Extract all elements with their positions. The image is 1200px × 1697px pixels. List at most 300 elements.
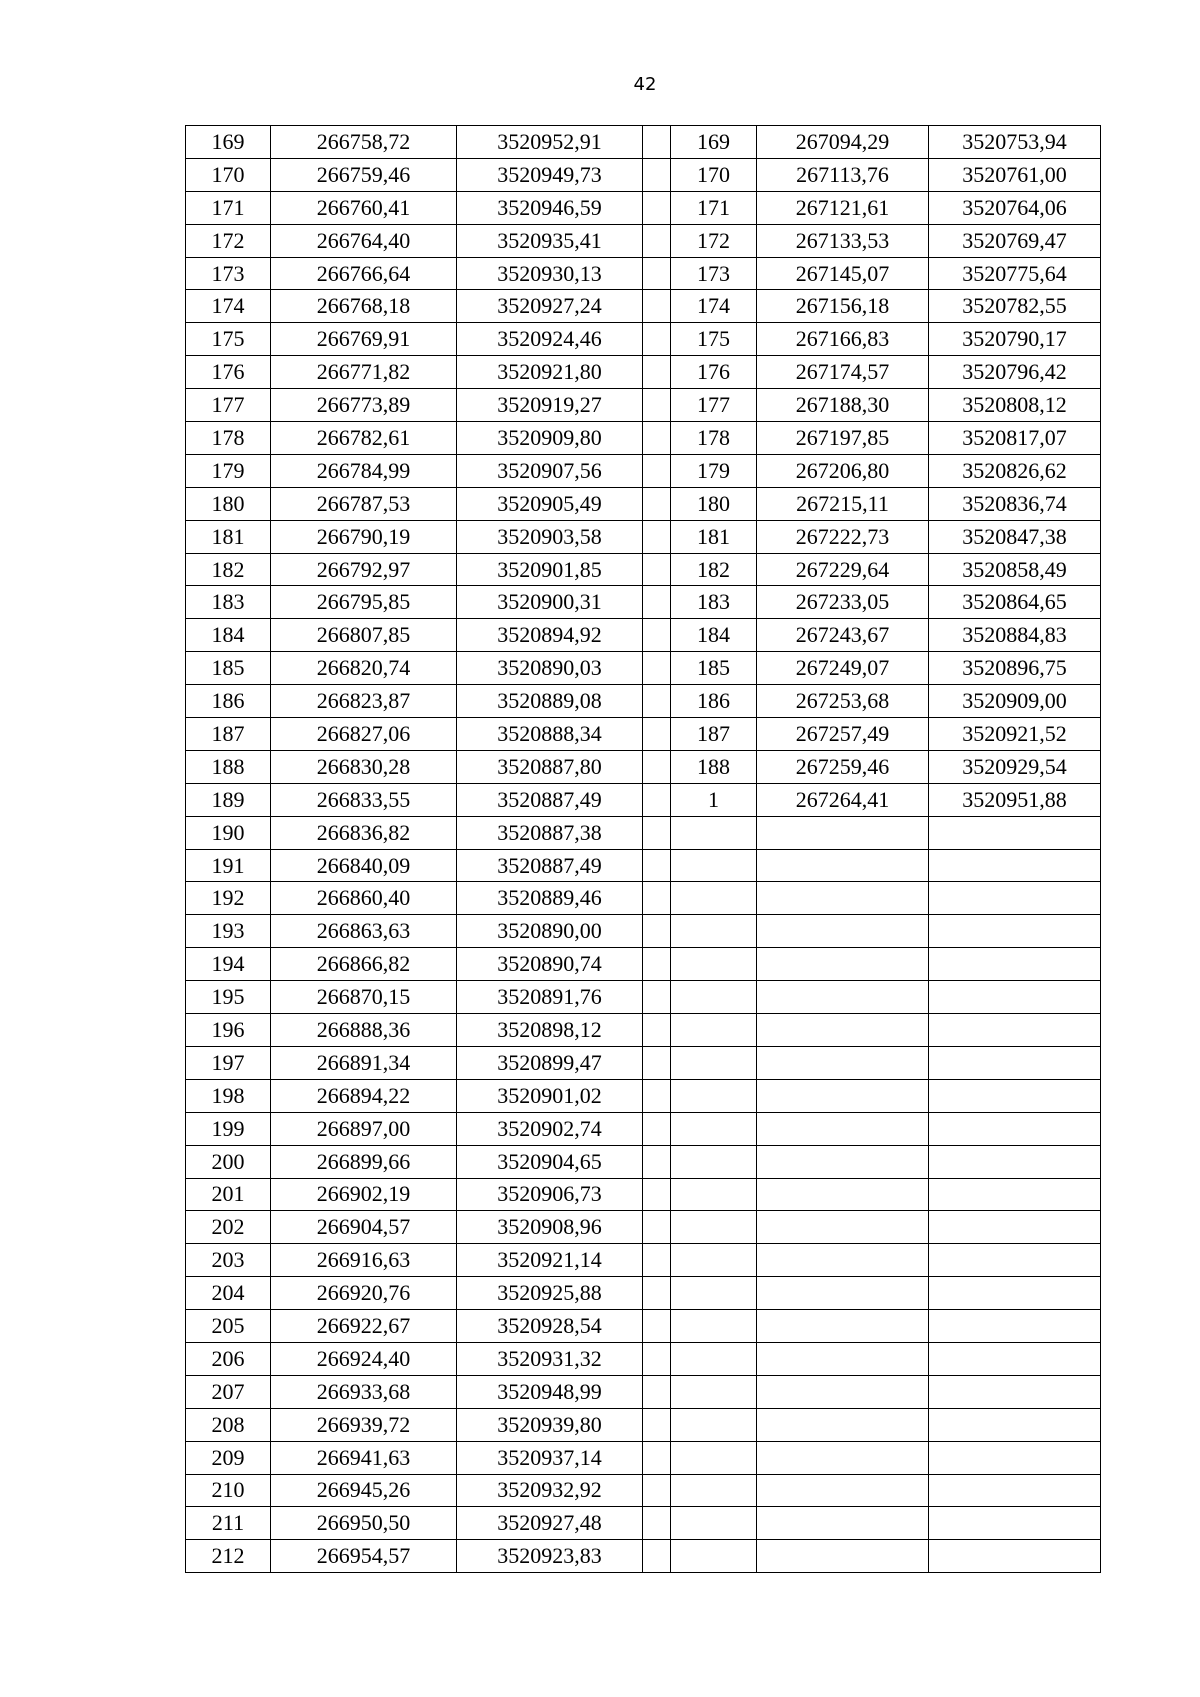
right-point-number: 180: [671, 487, 757, 520]
left-x-coordinate: 266787,53: [271, 487, 457, 520]
separator-cell: [643, 718, 671, 751]
right-x-coordinate: 267259,46: [757, 750, 929, 783]
table-row: [186, 1310, 1101, 1343]
left-point-number: 201: [186, 1178, 271, 1211]
right-y-coordinate: [929, 915, 1101, 948]
table-row: [186, 389, 1101, 422]
right-x-coordinate: 267188,30: [757, 389, 929, 422]
right-y-coordinate: [929, 1310, 1101, 1343]
left-x-coordinate: 266920,76: [271, 1277, 457, 1310]
table-row: [186, 1408, 1101, 1441]
separator-cell: [643, 915, 671, 948]
right-y-coordinate: 3520775,64: [929, 257, 1101, 290]
right-y-coordinate: [929, 1211, 1101, 1244]
left-point-number: 180: [186, 487, 271, 520]
table-row: [186, 1540, 1101, 1573]
left-point-number: 184: [186, 619, 271, 652]
left-x-coordinate: 266768,18: [271, 290, 457, 323]
separator-cell: [643, 882, 671, 915]
left-point-number: 210: [186, 1474, 271, 1507]
right-y-coordinate: 3520826,62: [929, 454, 1101, 487]
separator-cell: [643, 619, 671, 652]
right-point-number: [671, 1540, 757, 1573]
separator-cell: [643, 1211, 671, 1244]
right-y-coordinate: 3520808,12: [929, 389, 1101, 422]
left-y-coordinate: 3520909,80: [457, 422, 643, 455]
separator-cell: [643, 1507, 671, 1540]
left-y-coordinate: 3520907,56: [457, 454, 643, 487]
right-x-coordinate: [757, 1178, 929, 1211]
left-y-coordinate: 3520887,49: [457, 849, 643, 882]
table-row: [186, 422, 1101, 455]
table-row: [186, 816, 1101, 849]
right-y-coordinate: [929, 1014, 1101, 1047]
separator-cell: [643, 126, 671, 159]
table-row: [186, 553, 1101, 586]
left-x-coordinate: 266866,82: [271, 948, 457, 981]
separator-cell: [643, 158, 671, 191]
left-x-coordinate: 266769,91: [271, 323, 457, 356]
right-x-coordinate: 267174,57: [757, 356, 929, 389]
right-x-coordinate: [757, 1310, 929, 1343]
right-x-coordinate: 267133,53: [757, 224, 929, 257]
separator-cell: [643, 1441, 671, 1474]
left-x-coordinate: 266784,99: [271, 454, 457, 487]
left-point-number: 206: [186, 1342, 271, 1375]
separator-cell: [643, 191, 671, 224]
left-point-number: 194: [186, 948, 271, 981]
right-x-coordinate: 267197,85: [757, 422, 929, 455]
right-point-number: [671, 1507, 757, 1540]
left-x-coordinate: 266939,72: [271, 1408, 457, 1441]
right-y-coordinate: 3520753,94: [929, 126, 1101, 159]
right-y-coordinate: 3520761,00: [929, 158, 1101, 191]
table-row: [186, 1342, 1101, 1375]
separator-cell: [643, 685, 671, 718]
table-row: [186, 290, 1101, 323]
left-y-coordinate: 3520921,14: [457, 1244, 643, 1277]
separator-cell: [643, 356, 671, 389]
left-x-coordinate: 266863,63: [271, 915, 457, 948]
left-x-coordinate: 266860,40: [271, 882, 457, 915]
right-x-coordinate: 267243,67: [757, 619, 929, 652]
left-point-number: 178: [186, 422, 271, 455]
table-row: [186, 191, 1101, 224]
left-y-coordinate: 3520890,00: [457, 915, 643, 948]
right-x-coordinate: [757, 1211, 929, 1244]
right-x-coordinate: [757, 981, 929, 1014]
right-x-coordinate: 267253,68: [757, 685, 929, 718]
left-point-number: 170: [186, 158, 271, 191]
page-number: 42: [633, 74, 657, 95]
left-point-number: 199: [186, 1112, 271, 1145]
table-row: [186, 619, 1101, 652]
separator-cell: [643, 750, 671, 783]
right-x-coordinate: [757, 1014, 929, 1047]
left-y-coordinate: 3520927,48: [457, 1507, 643, 1540]
left-x-coordinate: 266773,89: [271, 389, 457, 422]
right-y-coordinate: [929, 1441, 1101, 1474]
right-point-number: 179: [671, 454, 757, 487]
left-point-number: 197: [186, 1046, 271, 1079]
right-y-coordinate: [929, 882, 1101, 915]
right-x-coordinate: [757, 882, 929, 915]
left-y-coordinate: 3520908,96: [457, 1211, 643, 1244]
right-y-coordinate: [929, 849, 1101, 882]
table-row: [186, 1145, 1101, 1178]
right-point-number: [671, 1375, 757, 1408]
right-y-coordinate: [929, 1342, 1101, 1375]
coordinate-table: [185, 125, 1101, 1573]
right-y-coordinate: [929, 1079, 1101, 1112]
separator-cell: [643, 1540, 671, 1573]
left-y-coordinate: 3520928,54: [457, 1310, 643, 1343]
right-x-coordinate: 267229,64: [757, 553, 929, 586]
right-y-coordinate: [929, 1277, 1101, 1310]
left-point-number: 183: [186, 586, 271, 619]
right-point-number: [671, 1474, 757, 1507]
table-row: [186, 1014, 1101, 1047]
right-point-number: [671, 1079, 757, 1112]
table-row: [186, 586, 1101, 619]
separator-cell: [643, 816, 671, 849]
right-point-number: 177: [671, 389, 757, 422]
left-x-coordinate: 266764,40: [271, 224, 457, 257]
left-point-number: 193: [186, 915, 271, 948]
left-y-coordinate: 3520932,92: [457, 1474, 643, 1507]
left-point-number: 212: [186, 1540, 271, 1573]
right-x-coordinate: 267215,11: [757, 487, 929, 520]
right-y-coordinate: 3520896,75: [929, 652, 1101, 685]
left-x-coordinate: 266894,22: [271, 1079, 457, 1112]
right-x-coordinate: [757, 1112, 929, 1145]
right-y-coordinate: 3520796,42: [929, 356, 1101, 389]
left-x-coordinate: 266758,72: [271, 126, 457, 159]
left-x-coordinate: 266827,06: [271, 718, 457, 751]
left-y-coordinate: 3520889,08: [457, 685, 643, 718]
right-point-number: 171: [671, 191, 757, 224]
right-point-number: 176: [671, 356, 757, 389]
right-y-coordinate: [929, 1507, 1101, 1540]
right-x-coordinate: 267222,73: [757, 520, 929, 553]
left-x-coordinate: 266924,40: [271, 1342, 457, 1375]
left-point-number: 182: [186, 553, 271, 586]
right-y-coordinate: [929, 1046, 1101, 1079]
left-y-coordinate: 3520887,80: [457, 750, 643, 783]
separator-cell: [643, 224, 671, 257]
left-point-number: 169: [186, 126, 271, 159]
table-row: [186, 948, 1101, 981]
left-y-coordinate: 3520888,34: [457, 718, 643, 751]
separator-cell: [643, 586, 671, 619]
left-point-number: 190: [186, 816, 271, 849]
right-x-coordinate: 267233,05: [757, 586, 929, 619]
left-x-coordinate: 266820,74: [271, 652, 457, 685]
right-y-coordinate: 3520847,38: [929, 520, 1101, 553]
right-point-number: [671, 1145, 757, 1178]
right-x-coordinate: 267094,29: [757, 126, 929, 159]
left-x-coordinate: 266954,57: [271, 1540, 457, 1573]
right-x-coordinate: [757, 849, 929, 882]
right-x-coordinate: [757, 816, 929, 849]
right-x-coordinate: 267121,61: [757, 191, 929, 224]
left-point-number: 192: [186, 882, 271, 915]
table-row: [186, 1507, 1101, 1540]
left-x-coordinate: 266950,50: [271, 1507, 457, 1540]
left-y-coordinate: 3520887,38: [457, 816, 643, 849]
right-x-coordinate: [757, 1244, 929, 1277]
left-point-number: 181: [186, 520, 271, 553]
table-row: [186, 652, 1101, 685]
right-x-coordinate: 267249,07: [757, 652, 929, 685]
left-y-coordinate: 3520891,76: [457, 981, 643, 1014]
right-point-number: 175: [671, 323, 757, 356]
left-y-coordinate: 3520904,65: [457, 1145, 643, 1178]
left-x-coordinate: 266904,57: [271, 1211, 457, 1244]
left-x-coordinate: 266830,28: [271, 750, 457, 783]
right-y-coordinate: [929, 1244, 1101, 1277]
left-point-number: 191: [186, 849, 271, 882]
left-y-coordinate: 3520905,49: [457, 487, 643, 520]
right-x-coordinate: [757, 948, 929, 981]
right-y-coordinate: [929, 1145, 1101, 1178]
right-x-coordinate: [757, 915, 929, 948]
right-point-number: [671, 981, 757, 1014]
table-row: [186, 487, 1101, 520]
left-x-coordinate: 266899,66: [271, 1145, 457, 1178]
separator-cell: [643, 257, 671, 290]
right-x-coordinate: [757, 1277, 929, 1310]
separator-cell: [643, 1014, 671, 1047]
left-x-coordinate: 266782,61: [271, 422, 457, 455]
right-point-number: 183: [671, 586, 757, 619]
left-point-number: 179: [186, 454, 271, 487]
separator-cell: [643, 783, 671, 816]
left-point-number: 189: [186, 783, 271, 816]
table-row: [186, 1474, 1101, 1507]
table-row: [186, 718, 1101, 751]
right-y-coordinate: 3520836,74: [929, 487, 1101, 520]
separator-cell: [643, 1079, 671, 1112]
left-x-coordinate: 266823,87: [271, 685, 457, 718]
left-y-coordinate: 3520901,85: [457, 553, 643, 586]
table-row: [186, 1277, 1101, 1310]
table-row: [186, 158, 1101, 191]
right-point-number: 188: [671, 750, 757, 783]
left-point-number: 198: [186, 1079, 271, 1112]
left-x-coordinate: 266766,64: [271, 257, 457, 290]
right-y-coordinate: 3520790,17: [929, 323, 1101, 356]
left-x-coordinate: 266933,68: [271, 1375, 457, 1408]
right-point-number: 186: [671, 685, 757, 718]
left-point-number: 172: [186, 224, 271, 257]
right-x-coordinate: [757, 1474, 929, 1507]
separator-cell: [643, 1244, 671, 1277]
left-point-number: 188: [186, 750, 271, 783]
table-row: [186, 1178, 1101, 1211]
separator-cell: [643, 520, 671, 553]
right-y-coordinate: [929, 1540, 1101, 1573]
left-y-coordinate: 3520901,02: [457, 1079, 643, 1112]
right-x-coordinate: [757, 1540, 929, 1573]
separator-cell: [643, 422, 671, 455]
separator-cell: [643, 389, 671, 422]
right-point-number: [671, 1310, 757, 1343]
separator-cell: [643, 1375, 671, 1408]
left-x-coordinate: 266922,67: [271, 1310, 457, 1343]
separator-cell: [643, 454, 671, 487]
separator-cell: [643, 323, 671, 356]
right-point-number: [671, 816, 757, 849]
left-x-coordinate: 266771,82: [271, 356, 457, 389]
left-x-coordinate: 266807,85: [271, 619, 457, 652]
left-x-coordinate: 266790,19: [271, 520, 457, 553]
right-x-coordinate: [757, 1342, 929, 1375]
left-y-coordinate: 3520931,32: [457, 1342, 643, 1375]
left-x-coordinate: 266836,82: [271, 816, 457, 849]
left-point-number: 173: [186, 257, 271, 290]
left-point-number: 208: [186, 1408, 271, 1441]
right-point-number: [671, 1014, 757, 1047]
right-y-coordinate: 3520769,47: [929, 224, 1101, 257]
right-y-coordinate: 3520817,07: [929, 422, 1101, 455]
left-y-coordinate: 3520894,92: [457, 619, 643, 652]
separator-cell: [643, 849, 671, 882]
left-y-coordinate: 3520946,59: [457, 191, 643, 224]
left-x-coordinate: 266759,46: [271, 158, 457, 191]
right-y-coordinate: 3520858,49: [929, 553, 1101, 586]
left-x-coordinate: 266945,26: [271, 1474, 457, 1507]
right-point-number: 178: [671, 422, 757, 455]
left-point-number: 187: [186, 718, 271, 751]
left-y-coordinate: 3520935,41: [457, 224, 643, 257]
left-point-number: 176: [186, 356, 271, 389]
right-x-coordinate: 267257,49: [757, 718, 929, 751]
right-x-coordinate: [757, 1507, 929, 1540]
right-y-coordinate: 3520764,06: [929, 191, 1101, 224]
left-y-coordinate: 3520949,73: [457, 158, 643, 191]
right-point-number: [671, 1342, 757, 1375]
left-y-coordinate: 3520887,49: [457, 783, 643, 816]
coordinate-table-body: [186, 126, 1101, 1573]
left-x-coordinate: 266840,09: [271, 849, 457, 882]
right-y-coordinate: [929, 1375, 1101, 1408]
table-row: [186, 685, 1101, 718]
left-y-coordinate: 3520898,12: [457, 1014, 643, 1047]
table-row: [186, 1244, 1101, 1277]
left-y-coordinate: 3520889,46: [457, 882, 643, 915]
separator-cell: [643, 1178, 671, 1211]
left-y-coordinate: 3520923,83: [457, 1540, 643, 1573]
separator-cell: [643, 1145, 671, 1178]
right-x-coordinate: 267145,07: [757, 257, 929, 290]
right-x-coordinate: [757, 1079, 929, 1112]
left-y-coordinate: 3520890,03: [457, 652, 643, 685]
left-x-coordinate: 266902,19: [271, 1178, 457, 1211]
right-x-coordinate: [757, 1046, 929, 1079]
table-row: [186, 126, 1101, 159]
left-x-coordinate: 266897,00: [271, 1112, 457, 1145]
right-point-number: [671, 1211, 757, 1244]
table-row: [186, 323, 1101, 356]
left-point-number: 203: [186, 1244, 271, 1277]
left-point-number: 211: [186, 1507, 271, 1540]
right-point-number: 169: [671, 126, 757, 159]
left-y-coordinate: 3520939,80: [457, 1408, 643, 1441]
separator-cell: [643, 553, 671, 586]
separator-cell: [643, 948, 671, 981]
left-x-coordinate: 266792,97: [271, 553, 457, 586]
right-point-number: 181: [671, 520, 757, 553]
table-row: [186, 224, 1101, 257]
table-row: [186, 1112, 1101, 1145]
left-point-number: 204: [186, 1277, 271, 1310]
right-y-coordinate: [929, 1112, 1101, 1145]
right-y-coordinate: 3520782,55: [929, 290, 1101, 323]
left-y-coordinate: 3520937,14: [457, 1441, 643, 1474]
table-row: [186, 356, 1101, 389]
left-x-coordinate: 266795,85: [271, 586, 457, 619]
right-point-number: 184: [671, 619, 757, 652]
right-point-number: 170: [671, 158, 757, 191]
right-point-number: [671, 915, 757, 948]
left-y-coordinate: 3520927,24: [457, 290, 643, 323]
left-y-coordinate: 3520930,13: [457, 257, 643, 290]
right-point-number: [671, 1046, 757, 1079]
right-point-number: 182: [671, 553, 757, 586]
left-y-coordinate: 3520902,74: [457, 1112, 643, 1145]
separator-cell: [643, 1310, 671, 1343]
left-y-coordinate: 3520919,27: [457, 389, 643, 422]
left-y-coordinate: 3520948,99: [457, 1375, 643, 1408]
left-point-number: 174: [186, 290, 271, 323]
left-point-number: 175: [186, 323, 271, 356]
left-x-coordinate: 266941,63: [271, 1441, 457, 1474]
left-point-number: 205: [186, 1310, 271, 1343]
right-y-coordinate: 3520951,88: [929, 783, 1101, 816]
right-point-number: 174: [671, 290, 757, 323]
left-x-coordinate: 266888,36: [271, 1014, 457, 1047]
table-row: [186, 783, 1101, 816]
right-x-coordinate: [757, 1375, 929, 1408]
right-point-number: 185: [671, 652, 757, 685]
table-row: [186, 1079, 1101, 1112]
table-row: [186, 882, 1101, 915]
right-point-number: [671, 1244, 757, 1277]
right-y-coordinate: [929, 981, 1101, 1014]
right-y-coordinate: 3520909,00: [929, 685, 1101, 718]
right-x-coordinate: [757, 1145, 929, 1178]
right-y-coordinate: 3520929,54: [929, 750, 1101, 783]
right-point-number: [671, 849, 757, 882]
table-row: [186, 1046, 1101, 1079]
right-y-coordinate: [929, 1408, 1101, 1441]
right-point-number: [671, 948, 757, 981]
left-point-number: 202: [186, 1211, 271, 1244]
right-y-coordinate: 3520884,83: [929, 619, 1101, 652]
left-x-coordinate: 266916,63: [271, 1244, 457, 1277]
left-point-number: 209: [186, 1441, 271, 1474]
right-point-number: 172: [671, 224, 757, 257]
left-point-number: 195: [186, 981, 271, 1014]
left-point-number: 185: [186, 652, 271, 685]
separator-cell: [643, 1277, 671, 1310]
right-y-coordinate: 3520921,52: [929, 718, 1101, 751]
table-row: [186, 257, 1101, 290]
table-row: [186, 750, 1101, 783]
separator-cell: [643, 1408, 671, 1441]
right-y-coordinate: 3520864,65: [929, 586, 1101, 619]
